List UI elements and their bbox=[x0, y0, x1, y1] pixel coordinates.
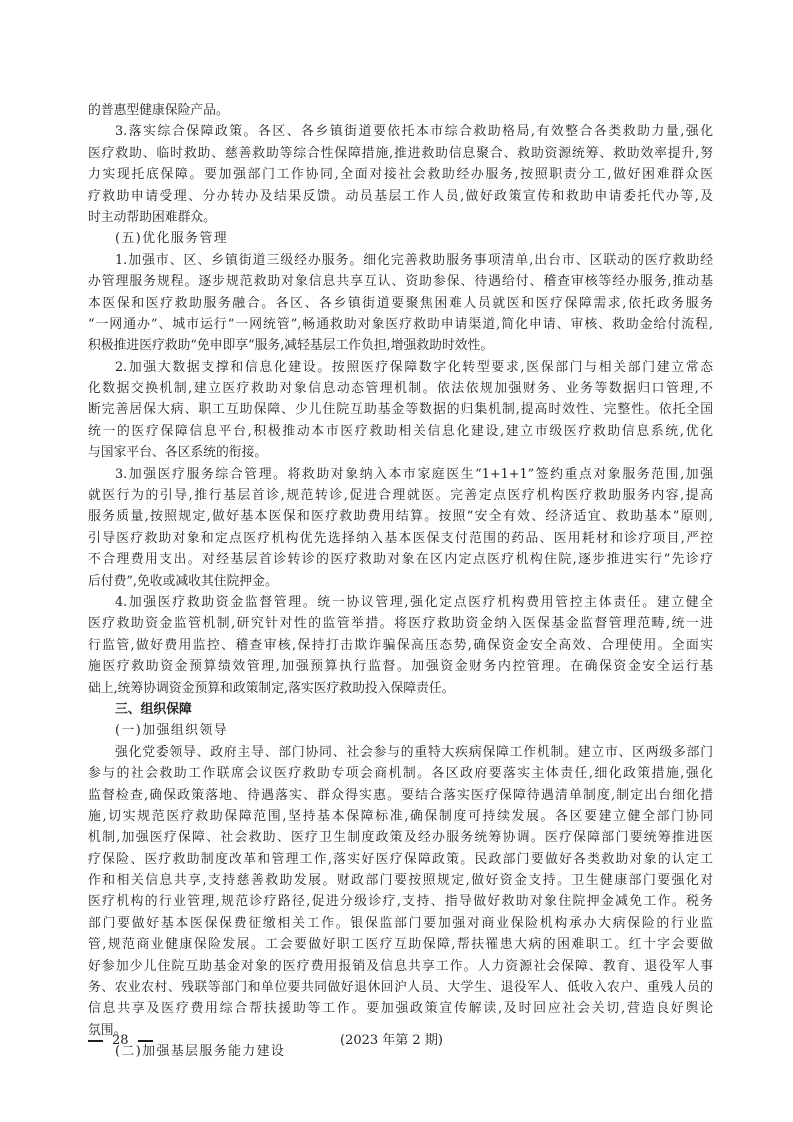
text-line: 信息共享及医疗费用综合帮扶援助等工作。要加强政策宣传解读,及时回应社会关切,营造良好舆论 bbox=[88, 1001, 713, 1017]
text-line: 时主动帮助困难群众。 bbox=[88, 209, 216, 225]
section-heading: 三、组织保障 bbox=[115, 701, 192, 717]
paragraph-start: 3.落实综合保障政策。各区、各乡镇街道要依托本市综合救助格局,有效整合各类救助力量,强化 bbox=[115, 124, 713, 140]
text-line: 好参加少儿住院互助基金对象的医疗费用报销及信息共享工作。人力资源社会保障、教育、退役军人事 bbox=[88, 958, 713, 974]
text-line: 监督检查,确保政策落地、待遇落实、群众得实惠。要结合落实医疗保障待遇清单制度,制定出台细化措 bbox=[88, 787, 713, 803]
text-line: 的普惠型健康保险产品。 bbox=[88, 103, 229, 118]
text-line: 施医疗救助资金预算绩效管理,加强预算执行监督。加强资金财务内控管理。在确保资金安全运行基 bbox=[88, 659, 713, 675]
text-line: 作和相关信息共享,支持慈善救助发展。财政部门要按照规定,做好资金支持。卫生健康部门要强化对 bbox=[88, 873, 713, 889]
text-line: 务、农业农村、残联等部门和单位要共同做好退休回沪人员、大学生、退役军人、低收入农户、重残人员的 bbox=[88, 980, 713, 996]
text-line: 后付费”,免收或减收其住院押金。 bbox=[88, 573, 278, 589]
paragraph-start: 4.加强医疗救助资金监督管理。统一协议管理,强化定点医疗机构费用管控主体责任。建立健全 bbox=[115, 594, 713, 610]
text-line: 断完善居保大病、职工互助保障、少儿住院互助基金等数据的归集机制,提高时效性、完整性。依托全国 bbox=[88, 402, 713, 418]
text-line: 础上,统筹协调资金预算和政策制定,落实医疗救助投入保障责任。 bbox=[88, 680, 455, 696]
text-line: 部门要做好基本医保保费征缴相关工作。银保监部门要加强对商业保险机构承办大病保险的行业监 bbox=[88, 915, 713, 931]
text-line: 本医保和医疗救助服务融合。各区、各乡镇街道要聚焦困难人员就医和医疗保障需求,依托政务服务 bbox=[88, 295, 713, 311]
text-line: 不合理费用支出。对经基层首诊转诊的医疗救助对象在区内定点医疗机构住院,逐步推进实行“先诊疗 bbox=[88, 552, 713, 568]
text-line: 行监管,做好费用监控、稽查审核,保持打击欺诈骗保高压态势,确保资金安全高效、合理使用。全面实 bbox=[88, 637, 713, 653]
text-line: 参与的社会救助工作联席会议医疗救助专项会商机制。各区政府要落实主体责任,细化政策措施,强化 bbox=[88, 766, 713, 782]
dash-right bbox=[138, 1040, 153, 1042]
paragraph-start: 2.加强大数据支撑和信息化建设。按照医疗保障数字化转型要求,医保部门与相关部门建立常态 bbox=[115, 359, 713, 375]
body-text bbox=[88, 100, 713, 1063]
page-number bbox=[88, 1031, 153, 1051]
text-line: 医疗救助、临时救助、慈善救助等综合性保障措施,推进救助信息聚合、救助资源统筹、救助效率提升,努 bbox=[88, 145, 713, 161]
text-line: 氛围。 bbox=[88, 1022, 127, 1038]
page-number-text: 28 bbox=[112, 1033, 129, 1048]
text-line: 服务质量,按照规定,做好基本医保和医疗救助费用结算。按照“安全有效、经济适宜、救助基本”原则, bbox=[88, 509, 713, 525]
text-line: 力实现托底保障。要加强部门工作协同,全面对接社会救助经办服务,按照职责分工,做好困难群众医 bbox=[88, 167, 713, 183]
text-line: 就医行为的引导,推行基层首诊,规范转诊,促进合理就医。完善定点医疗机构医疗救助服务内容,提高 bbox=[88, 488, 713, 504]
issue-label: (2023 年第 2 期) bbox=[340, 1033, 443, 1048]
text-line: 医疗救助资金监管机制,研究针对性的监管举措。将医疗救助资金纳入医保基金监督管理范畴,统一进 bbox=[88, 616, 713, 632]
text-line: 积极推进医疗救助“免申即享”服务,减轻基层工作负担,增强救助时效性。 bbox=[88, 338, 494, 354]
paragraph-start: 3.加强医疗服务综合管理。将救助对象纳入本市家庭医生“1+1+1”签约重点对象服务范围,加强 bbox=[115, 466, 713, 482]
text-line: 办管理服务规程。逐步规范救助对象信息共享互认、资助参保、待遇给付、稽查审核等经办服务,推动基 bbox=[88, 274, 713, 290]
text-line: 化数据交换机制,建立医疗救助对象信息动态管理机制。依法依规加强财务、业务等数据归口管理,不 bbox=[88, 381, 713, 397]
section-subheading: (五)优化服务管理 bbox=[115, 231, 229, 247]
text-line: 医疗机构的行业管理,规范诊疗路径,促进分级诊疗,支持、指导做好救助对象住院押金减免工作。税务 bbox=[88, 894, 713, 910]
section-subheading: (二)加强基层服务能力建设 bbox=[115, 1044, 286, 1060]
text-line: 机制,加强医疗保障、社会救助、医疗卫生制度政策及经办服务统筹协调。医疗保障部门要统筹推进医 bbox=[88, 830, 713, 846]
text-line: 引导医疗救助对象和定点医疗机构优先选择纳入基本医保支付范围的药品、医用耗材和诊疗项目,严控 bbox=[88, 530, 713, 546]
section-subheading: (一)加强组织领导 bbox=[115, 723, 229, 739]
text-line: 管,规范商业健康保险发展。工会要做好职工医疗互助保障,帮扶罹患大病的困难职工。红十字会要做 bbox=[88, 937, 713, 953]
paragraph-start: 1.加强市、区、乡镇街道三级经办服务。细化完善救助服务事项清单,出台市、区联动的医疗救助经 bbox=[115, 252, 713, 268]
text-line: “一网通办”、城市运行“一网统管”,畅通救助对象医疗救助申请渠道,简化申请、审核、救助金给付流程, bbox=[88, 316, 713, 332]
dash-left bbox=[88, 1040, 103, 1042]
text-line: 疗救助申请受理、分办转办及结果反馈。动员基层工作人员,做好政策宣传和救助申请委托代办等,及 bbox=[88, 188, 713, 204]
text-line: 疗保险、医疗救助制度改革和管理工作,落实好医疗保障政策。民政部门要做好各类救助对象的认定工 bbox=[88, 851, 713, 867]
text-line: 施,切实规范医疗救助保障范围,坚持基本保障标准,确保制度可持续发展。各区要建立健全部门协同 bbox=[88, 808, 713, 824]
text-line: 统一的医疗保障信息平台,积极推动本市医疗救助相关信息化建设,建立市级医疗救助信息系统,优化 bbox=[88, 423, 713, 439]
text-line: 与国家平台、各区系统的衔接。 bbox=[88, 445, 268, 461]
paragraph-start: 强化党委领导、政府主导、部门协同、社会参与的重特大疾病保障工作机制。建立市、区两级多部门 bbox=[115, 744, 713, 760]
